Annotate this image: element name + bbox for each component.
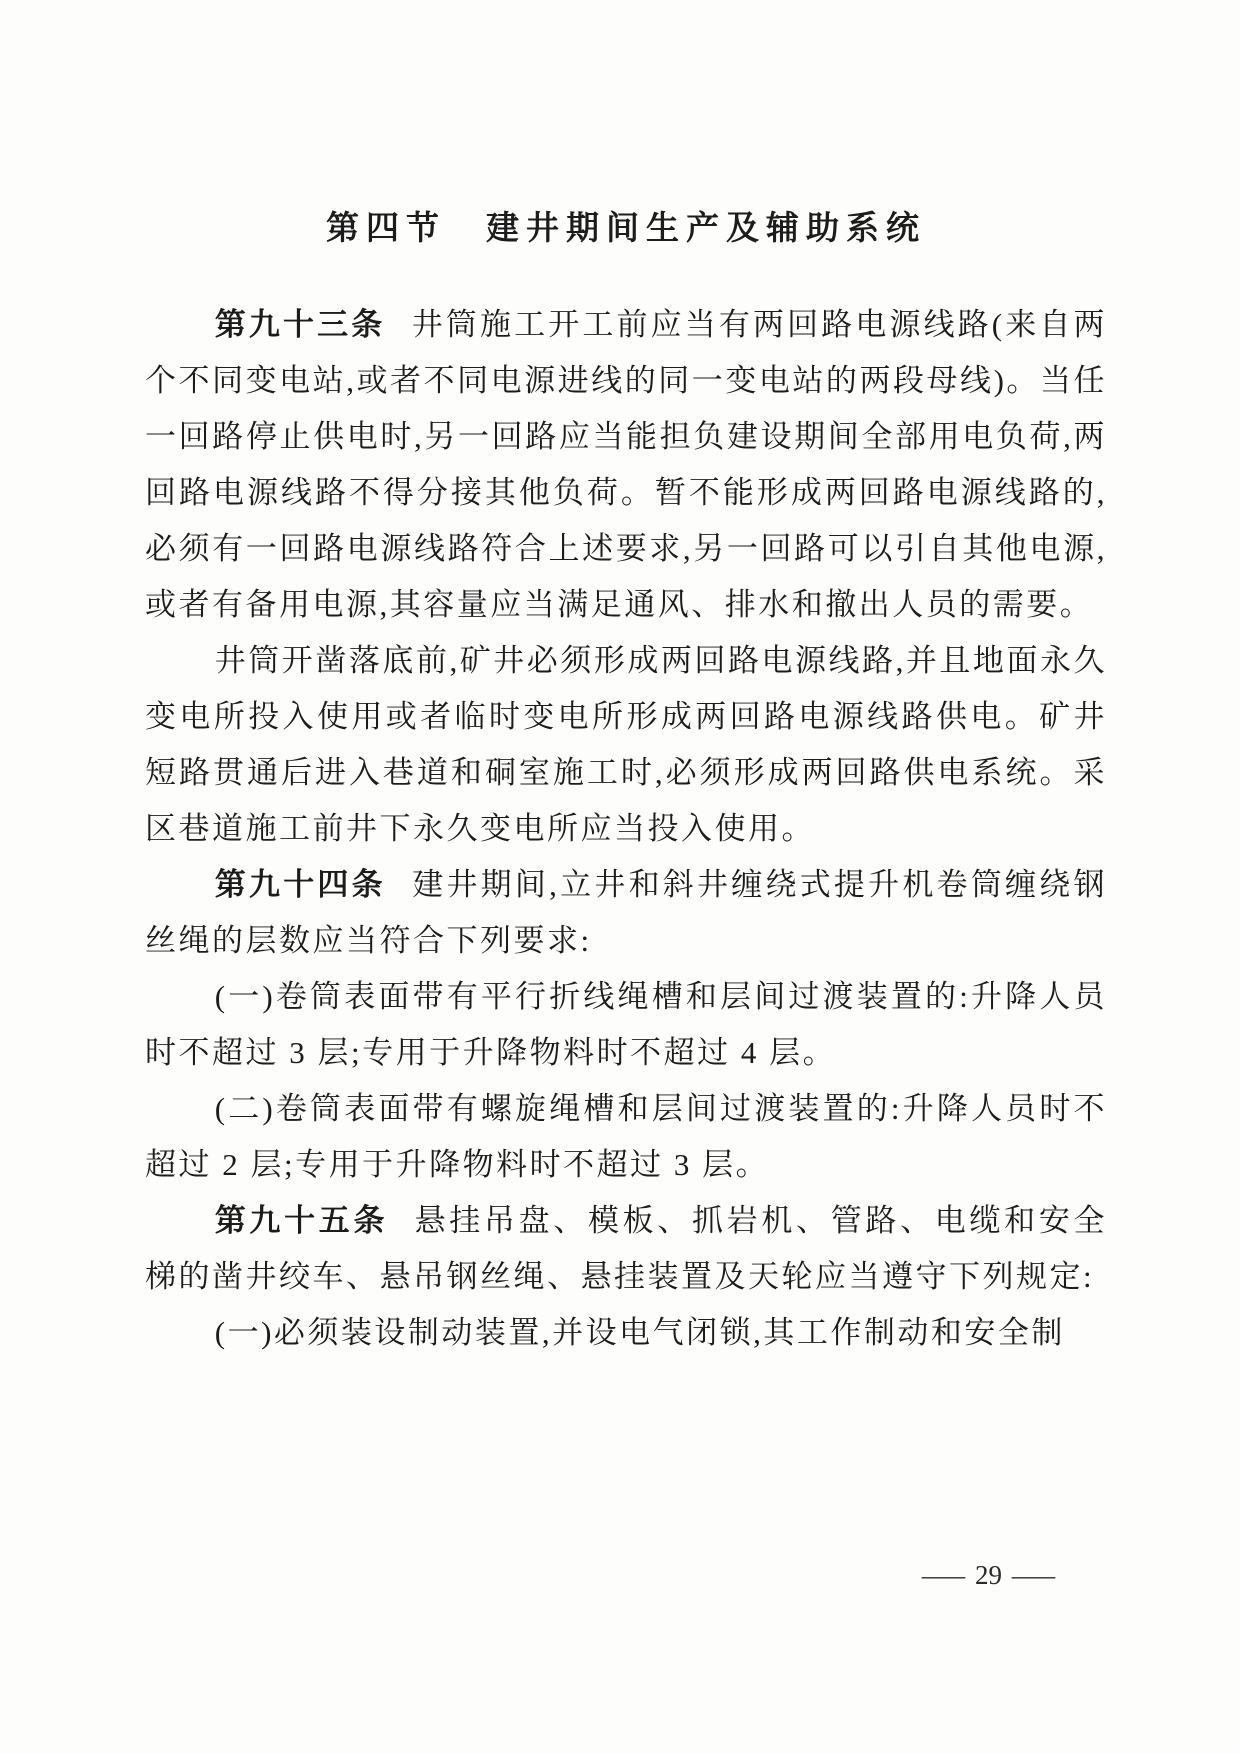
- article-number: 第九十三条: [214, 307, 386, 342]
- paragraph: [145, 633, 1107, 857]
- paragraph: [145, 297, 1107, 633]
- paragraph: [145, 1081, 1107, 1193]
- paragraph-text: 井筒施工开工前应当有两回路电源线路(来自两个不同变电站,或者不同电源进线的同一变电站的两段母线)。当任一回路停止供电时,另一回路应当能担负建设期间全部用电负荷,两回路电源线路不得分接其他负荷。暂不能形成两回路电源线路的,必须有一回路电源线路符合上述要求,另一回路可以引自其他电源,或者有备用电源,其容量应当满足通风、排水和撤出人员的需要。: [145, 307, 1108, 622]
- paragraph-text: (一)必须装设制动装置,并设电气闭锁,其工作制动和安全制: [214, 1315, 1065, 1350]
- footer-dash: —: [921, 1560, 966, 1590]
- footer-dash: —: [1011, 1560, 1056, 1590]
- paragraph: [145, 1305, 1107, 1361]
- page-footer: [921, 1560, 1056, 1591]
- paragraph: [145, 1193, 1107, 1305]
- paragraph-text: 建井期间,立井和斜井缠绕式提升机卷筒缠绕钢丝绳的层数应当符合下列要求:: [145, 867, 1108, 958]
- paragraph: [145, 857, 1107, 969]
- paragraph: [145, 969, 1107, 1081]
- paragraph-text: 悬挂吊盘、模板、抓岩机、管路、电缆和安全梯的凿井绞车、悬吊钢丝绳、悬挂装置及天轮应当遵守下列规定:: [145, 1203, 1108, 1294]
- section-title: 第四节 建井期间生产及辅助系统: [326, 211, 926, 247]
- paragraph-text: 井筒开凿落底前,矿井必须形成两回路电源线路,并且地面永久变电所投入使用或者临时变电所形成两回路电源线路供电。矿井短路贯通后进入巷道和硐室施工时,必须形成两回路供电系统。采区巷道施工前井下永久变电所应当投入使用。: [145, 643, 1107, 846]
- paragraph-text: (一)卷筒表面带有平行折线绳槽和层间过渡装置的:升降人员时不超过 3 层;专用于升降物料时不超过 4 层。: [145, 979, 1107, 1070]
- article-number: 第九十四条: [214, 867, 386, 902]
- paragraph-text: (二)卷筒表面带有螺旋绳槽和层间过渡装置的:升降人员时不超过 2 层;专用于升降物料时不超过 3 层。: [145, 1091, 1107, 1182]
- document-body: [145, 205, 1107, 1361]
- article-number: 第九十五条: [214, 1203, 389, 1238]
- page-number: 29: [975, 1560, 1002, 1590]
